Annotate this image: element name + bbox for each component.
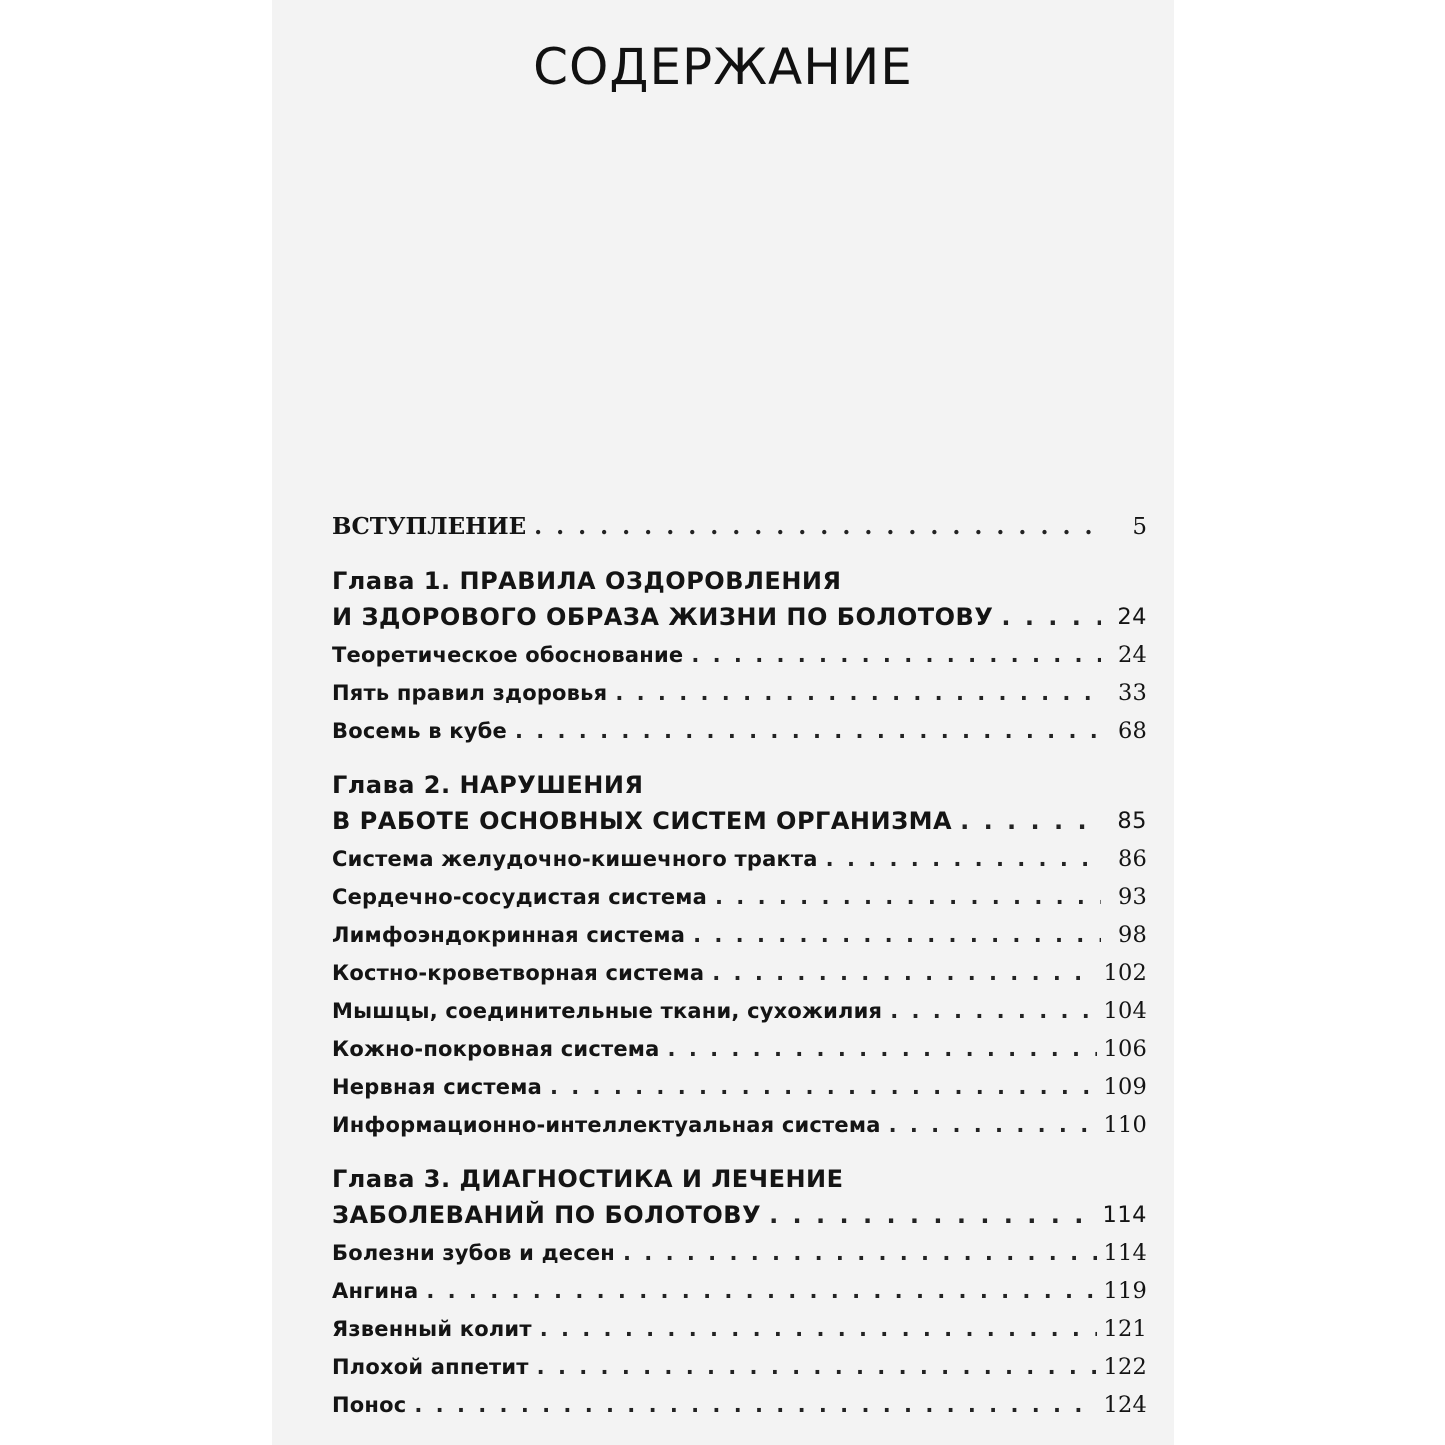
page-title: СОДЕРЖАНИЕ [533, 38, 913, 96]
toc-page-number: 122 [1103, 1354, 1147, 1380]
toc-page-number: 93 [1117, 884, 1147, 910]
chapter-3-heading [332, 1196, 1147, 1234]
toc-entry [332, 1106, 1147, 1144]
toc-entry-label: Сердечно-сосудистая система [332, 885, 707, 909]
toc-page-number: 121 [1103, 1316, 1147, 1342]
toc-entry-label: Ангина [332, 1279, 419, 1303]
toc-entry-label: Восемь в кубе [332, 719, 507, 743]
toc-entry-label: ВСТУПЛЕНИЕ [332, 513, 527, 540]
dot-leader [693, 916, 1101, 954]
toc-page-number: 114 [1103, 1240, 1147, 1266]
dot-leader [889, 1106, 1098, 1144]
dot-leader [515, 712, 1101, 750]
toc-page-number: 68 [1117, 718, 1147, 744]
dot-leader [540, 1310, 1098, 1348]
dot-leader [769, 1196, 1096, 1234]
toc-page-number: 110 [1103, 1112, 1147, 1138]
toc-entry [332, 840, 1147, 878]
table-of-contents [332, 508, 1147, 1424]
dot-leader [712, 954, 1097, 992]
toc-page-number: 104 [1103, 998, 1147, 1024]
chapter-2-heading-line-1: Глава 2. НАРУШЕНИЯ [332, 771, 644, 799]
toc-entry [332, 1272, 1147, 1310]
toc-page-number: 102 [1103, 960, 1147, 986]
toc-entry [332, 674, 1147, 712]
toc-page-number: 124 [1103, 1392, 1147, 1418]
dot-leader [550, 1068, 1097, 1106]
toc-entry-label: Пять правил здоровья [332, 681, 608, 705]
toc-entry-label: Болезни зубов и десен [332, 1241, 616, 1265]
toc-page-number: 85 [1117, 808, 1147, 834]
dot-leader [691, 636, 1101, 674]
dot-leader [537, 1348, 1098, 1386]
toc-page-number: 109 [1103, 1074, 1147, 1100]
toc-page-number: 106 [1103, 1036, 1147, 1062]
dot-leader [890, 992, 1097, 1030]
toc-page-number: 24 [1117, 604, 1147, 630]
chapter-1-heading-line-1: Глава 1. ПРАВИЛА ОЗДОРОВЛЕНИЯ [332, 567, 842, 595]
toc-entry-label: Теоретическое обоснование [332, 643, 684, 667]
toc-entry-label: Кожно-покровная система [332, 1037, 660, 1061]
toc-entry [332, 636, 1147, 674]
toc-entry [332, 1234, 1147, 1272]
chapter-1-heading [332, 598, 1147, 636]
toc-entry-label: Язвенный колит [332, 1317, 532, 1341]
toc-entry-label: Нервная система [332, 1075, 542, 1099]
book-page [272, 0, 1174, 1445]
toc-entry [332, 878, 1147, 916]
toc-entry-label: Мышцы, соединительные ткани, сухожилия [332, 999, 883, 1023]
toc-entry [332, 992, 1147, 1030]
chapter-3-heading-line-1: Глава 3. ДИАГНОСТИКА И ЛЕЧЕНИЕ [332, 1165, 844, 1193]
toc-entry [332, 1068, 1147, 1106]
toc-entry [332, 1030, 1147, 1068]
toc-entry-label: Информационно-интеллектуальная система [332, 1113, 881, 1137]
chapter-3-heading-line-2: ЗАБОЛЕВАНИЙ ПО БОЛОТОВУ [332, 1201, 762, 1229]
toc-page-number: 119 [1103, 1278, 1147, 1304]
toc-page-number: 33 [1117, 680, 1147, 706]
toc-entry [332, 954, 1147, 992]
dot-leader [1001, 598, 1101, 636]
toc-entry [332, 712, 1147, 750]
toc-page-number: 114 [1102, 1202, 1147, 1228]
toc-entry [332, 1348, 1147, 1386]
toc-page-number: 5 [1132, 514, 1147, 540]
dot-leader [960, 802, 1101, 840]
toc-page-number: 86 [1117, 846, 1147, 872]
dot-leader [623, 1234, 1097, 1272]
dot-leader [534, 508, 1101, 546]
toc-page-number: 24 [1117, 642, 1147, 668]
toc-entry [332, 1386, 1147, 1424]
toc-entry-label: Плохой аппетит [332, 1355, 529, 1379]
toc-entry-intro [332, 508, 1147, 546]
chapter-2-heading-line-2: В РАБОТЕ ОСНОВНЫХ СИСТЕМ ОРГАНИЗМА [332, 807, 953, 835]
toc-entry-label: Лимфоэндокринная система [332, 923, 686, 947]
toc-page-number: 98 [1117, 922, 1147, 948]
chapter-1-heading-line-2: И ЗДОРОВОГО ОБРАЗА ЖИЗНИ ПО БОЛОТОВУ [332, 603, 994, 631]
toc-entry [332, 916, 1147, 954]
toc-entry-label: Костно-кроветворная система [332, 961, 705, 985]
dot-leader [426, 1272, 1097, 1310]
chapter-2-heading [332, 802, 1147, 840]
dot-leader [414, 1386, 1097, 1424]
dot-leader [668, 1030, 1098, 1068]
toc-entry-label: Понос [332, 1393, 407, 1417]
dot-leader [615, 674, 1101, 712]
dot-leader [826, 840, 1101, 878]
toc-entry-label: Система желудочно-кишечного тракта [332, 847, 818, 871]
toc-entry [332, 1310, 1147, 1348]
dot-leader [715, 878, 1101, 916]
